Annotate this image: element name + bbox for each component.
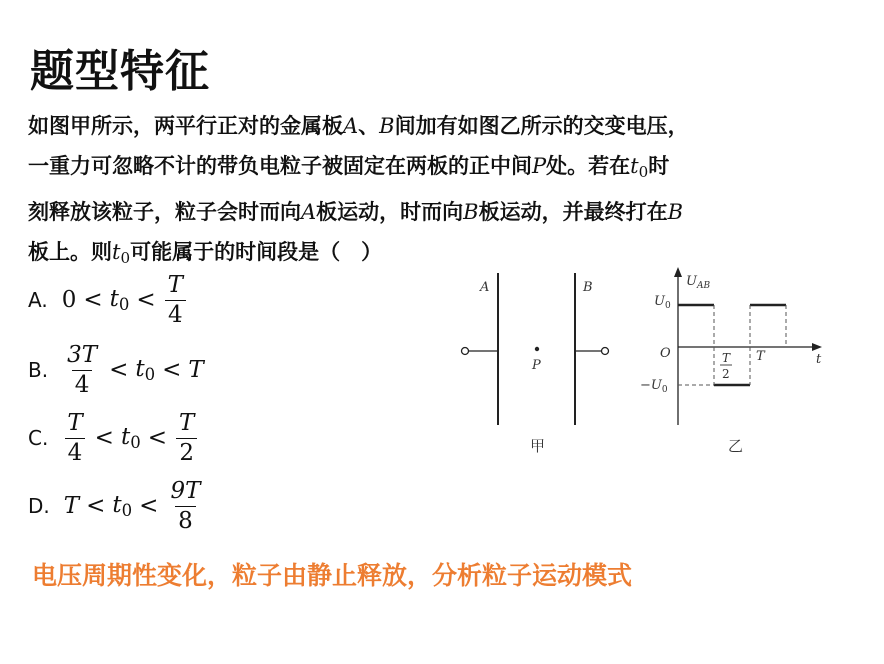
label-period: T [756,349,765,364]
label-origin: O [660,346,671,361]
caption-jia: 甲 [530,437,546,455]
option-d[interactable] [28,476,205,536]
problem-line-1: 如图甲所示，两平行正对的金属板A、B间加有如图乙所示的交变电压， [28,113,689,138]
label-p: P [532,358,541,373]
figure-diagram [450,265,850,465]
fraction: $\frac{T}{4}$ [165,274,186,327]
option-b[interactable] [28,340,204,400]
option-letter: D. [28,494,50,518]
terminal-a [462,348,469,355]
point-p [535,347,539,351]
label-half-num: T [722,351,731,365]
option-expression: T < $t_0$ < $\frac{9T}{8}$ [64,480,206,533]
caption-yi: 乙 [728,437,744,455]
label-u0: $U_0$ [654,294,671,311]
label-t-axis: t [816,352,822,367]
fraction: $\frac{T}{4}$ [64,412,85,465]
option-letter: A. [28,288,48,312]
label-a: A [480,280,490,295]
option-expression: 0 < $t_0$ < $\frac{T}{4}$ [62,274,188,327]
figure-jia-plates [462,273,609,455]
fraction: $\frac{9T}{8}$ [170,477,201,534]
option-a[interactable] [28,270,188,330]
label-neg-u0: $-U_0$ [640,378,668,395]
page-title: 题型特征 [30,46,210,97]
option-expression: $\frac{3T}{4}$ < $t_0$ < T [62,344,204,397]
label-b: B [583,280,593,295]
fraction: $\frac{T}{2}$ [176,412,197,465]
label-half-den: 2 [722,367,730,381]
y-axis-arrow [674,267,682,277]
terminal-b [602,348,609,355]
t-axis-arrow [812,343,822,351]
problem-line-3: 刻释放该粒子，粒子会时而向A板运动，时而向B板运动，并最终打在B [28,198,684,224]
fraction: $\frac{3T}{4}$ [67,341,98,398]
problem-statement [28,106,858,278]
problem-line-2: 一重力可忽略不计的带负电粒子被固定在两板的正中间P处。若在$t_0$时 [28,153,670,181]
footer-hint: 电压周期性变化，粒子由静止释放，分析粒子运动模式 [32,561,633,590]
label-u-ab: $U_{AB}$ [686,274,711,291]
option-c[interactable] [28,408,199,468]
problem-line-4: 板上。则$t_0$可能属于的时间段是（ ） [28,238,383,267]
option-letter: B. [28,358,49,382]
option-letter: C. [28,426,49,450]
figure-yi-graph [640,267,822,455]
option-expression: $\frac{T}{4}$ < $t_0$ < $\frac{T}{2}$ [62,412,199,465]
